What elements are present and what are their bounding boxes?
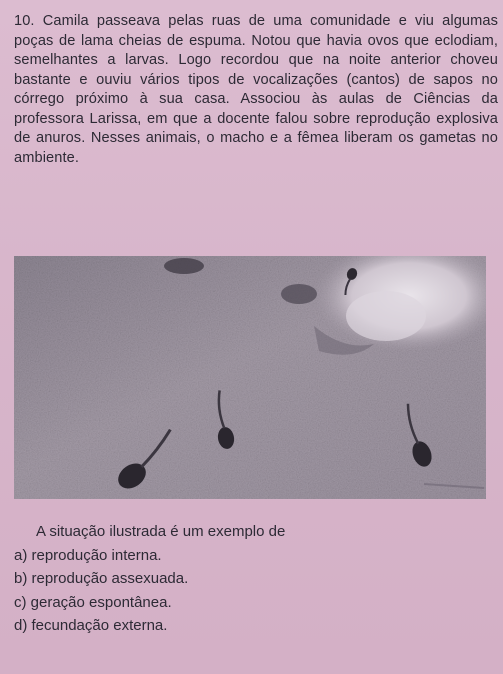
option-d[interactable]: d) fecundação externa. (14, 617, 168, 634)
option-c[interactable]: c) geração espontânea. (14, 593, 172, 611)
answer-options (14, 520, 484, 638)
question-number: 10. (14, 13, 35, 29)
option-b[interactable]: b) reprodução assexuada. (14, 570, 189, 587)
tadpoles-photo (14, 256, 486, 499)
question-block (14, 12, 498, 168)
question-text: Camila passeava pelas ruas de uma comunidade e viu algumas poças de lama cheias de espuma. Notou que havia ovos que eclodiam, semelhantes a larvas. Logo recordou que na noite anterior choveu bastante e ouviu vários tipos de vocalizações (cantos) de sapos no córrego próximo à sua casa. Associou às aulas de Ciências da professora Larissa, em que a docente falou sobre reprodução explosiva de anuros. Nesses animais, o macho e a fêmea liberam os gametas no ambiente. (14, 13, 499, 166)
question-prompt: A situação ilustrada é um exemplo de (36, 523, 286, 540)
option-a[interactable]: a) reprodução interna. (14, 546, 162, 564)
